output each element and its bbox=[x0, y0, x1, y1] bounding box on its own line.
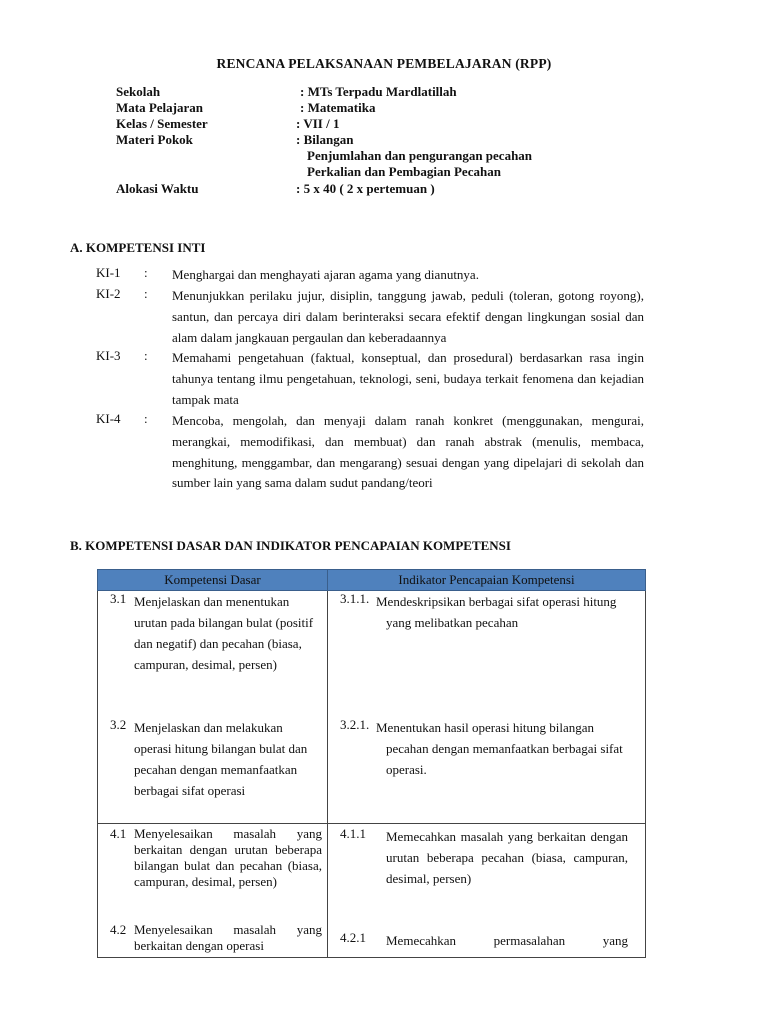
materi-sub2: Perkalian dan Pembagian Pecahan bbox=[307, 164, 501, 179]
ki-colon: : bbox=[144, 348, 148, 363]
ki-colon: : bbox=[144, 286, 148, 301]
ki-text: Menghargai dan menghayati ajaran agama yang dianutnya. bbox=[172, 267, 479, 282]
kd-num: 3.2 bbox=[110, 717, 127, 732]
kd-cell bbox=[98, 591, 328, 824]
ki-code: KI-2 bbox=[96, 286, 121, 301]
ki-code: KI-1 bbox=[96, 265, 121, 280]
ki-text: Menunjukkan perilaku jujur, disiplin, tanggung jawab, peduli (toleran, gotong royong), santun, dan percaya diri dalam berinteraksi secara efektif dengan lingkungan sosial dan alam dalam jangkauan pergaulan dan keberadaannya bbox=[172, 288, 644, 345]
ind-text: Menentukan hasil operasi hitung bilangan pecahan dengan memanfaatkan berbagai sifat operasi. bbox=[376, 720, 623, 777]
info-value: : MTs Terpadu Mardlatillah bbox=[300, 84, 457, 99]
kd-table bbox=[97, 569, 646, 958]
info-label: Sekolah bbox=[116, 84, 161, 99]
ind-cell bbox=[328, 824, 646, 958]
kd-cell bbox=[98, 824, 328, 958]
kd-text: Menyelesaikan masalah yang berkaitan dengan urutan beberapa bilangan bulat dan pecahan (biasa, campuran, desimal, persen) bbox=[134, 826, 322, 889]
materi-sub1: Penjumlahan dan pengurangan pecahan bbox=[307, 148, 533, 163]
ind-num: 4.2.1 bbox=[340, 930, 366, 945]
ki-code: KI-4 bbox=[96, 411, 121, 426]
ind-text: Mendeskripsikan berbagai sifat operasi hitung yang melibatkan pecahan bbox=[376, 594, 617, 630]
info-label: Alokasi Waktu bbox=[116, 181, 199, 196]
table-header-kd: Kompetensi Dasar bbox=[98, 570, 328, 591]
table-row bbox=[98, 591, 646, 824]
table-header-ind: Indikator Pencapaian Kompetensi bbox=[328, 570, 646, 591]
table-row bbox=[98, 824, 646, 958]
info-value: : Matematika bbox=[300, 100, 376, 115]
info-value: : Bilangan bbox=[296, 132, 354, 147]
info-label: Materi Pokok bbox=[116, 132, 193, 147]
ki-text: Mencoba, mengolah, dan menyaji dalam ranah konkret (menggunakan, mengurai, merangkai, memodifikasi, dan membuat) dan ranah abstrak (menulis, membaca, menghitung, menggambar, dan mengarang) sesuai dengan yang dipelajari di sekolah dan sumber lain yang sama dalam sudut pandang/teori bbox=[172, 413, 644, 491]
section-b-heading: B. KOMPETENSI DASAR DAN INDIKATOR PENCAPAIAN KOMPETENSI bbox=[70, 538, 511, 553]
document-title: RENCANA PELAKSANAAN PEMBELAJARAN (RPP) bbox=[216, 56, 552, 71]
ind-text: Memecahkan permasalahan yang bbox=[386, 933, 628, 948]
kd-text: Menjelaskan dan melakukan operasi hitung bilangan bulat dan pecahan dengan memanfaatkan berbagai sifat operasi bbox=[134, 720, 308, 798]
ki-colon: : bbox=[144, 265, 148, 280]
ki-colon: : bbox=[144, 411, 148, 426]
ind-text: Memecahkan masalah yang berkaitan dengan urutan beberapa pecahan (biasa, campuran, desimal, persen) bbox=[386, 829, 628, 886]
ki-text: Memahami pengetahuan (faktual, konseptual, dan prosedural) berdasarkan rasa ingin tahunya tentang ilmu pengetahuan, teknologi, seni, budaya terkait fenomena dan kejadian tampak mata bbox=[172, 350, 644, 407]
kd-num: 4.1 bbox=[110, 826, 127, 841]
section-a-heading: A. KOMPETENSI INTI bbox=[70, 240, 206, 255]
ind-num: 3.2.1. bbox=[340, 717, 370, 732]
kd-text: Menyelesaikan masalah yang berkaitan dengan operasi bbox=[134, 922, 322, 953]
kd-num: 3.1 bbox=[110, 591, 127, 606]
ind-num: 3.1.1. bbox=[340, 591, 370, 606]
ind-num: 4.1.1 bbox=[340, 826, 366, 841]
info-label: Kelas / Semester bbox=[116, 116, 208, 131]
ki-code: KI-3 bbox=[96, 348, 121, 363]
info-value: : 5 x 40 ( 2 x pertemuan ) bbox=[296, 181, 435, 196]
info-value: : VII / 1 bbox=[296, 116, 340, 131]
kd-num: 4.2 bbox=[110, 922, 127, 937]
info-label: Mata Pelajaran bbox=[116, 100, 204, 115]
kd-text: Menjelaskan dan menentukan urutan pada bilangan bulat (positif dan negatif) dan pecahan (biasa, campuran, desimal, persen) bbox=[134, 594, 314, 672]
ind-cell bbox=[328, 591, 646, 824]
